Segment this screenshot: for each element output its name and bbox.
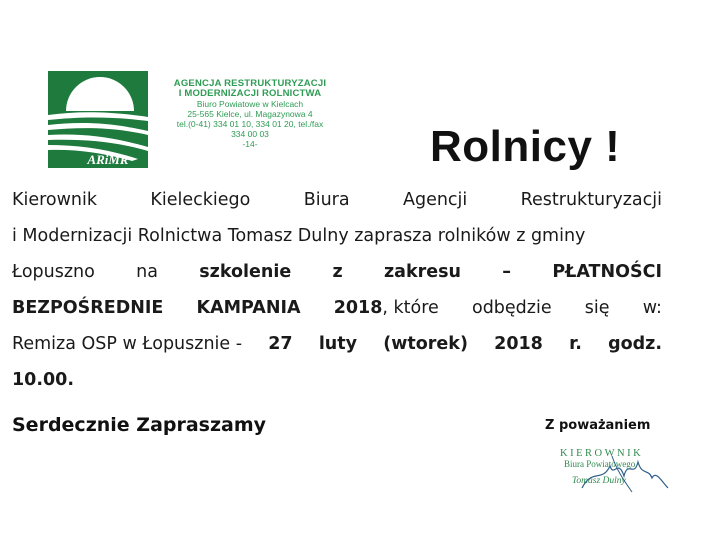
body-bold-word: godz. (608, 334, 662, 354)
body-bold-word: 27 (268, 334, 293, 354)
body-word: Kieleckiego (150, 190, 251, 210)
body-word: się (584, 298, 610, 318)
body-text: i Modernizacji Rolnictwa Tomasz Dulny zaprasza rolników z gminy (12, 226, 586, 246)
stamp-office: Biura Powiatowego (564, 459, 636, 469)
logo-text: ARiMR (87, 152, 129, 167)
signature-stamp (552, 448, 672, 496)
body-word: Łopuszno (12, 262, 95, 282)
body-bold-word: – (502, 262, 512, 282)
office-address: 25-565 Kielce, ul. Magazynowa 4 (187, 109, 313, 119)
logo-graphic (48, 71, 148, 168)
body-bold-word: z (332, 262, 343, 282)
body-word: , które (382, 298, 439, 318)
signature-scribble (552, 448, 672, 496)
body-word: Agencji (402, 190, 468, 210)
agency-name-line2: I MODERNIZACJI ROLNICTWA (178, 88, 322, 99)
body-word: Restrukturyzacji (520, 190, 662, 210)
body-line-6 (12, 369, 662, 391)
body-word: Biura (303, 190, 350, 210)
body-line-2 (12, 225, 662, 247)
arimr-logo (48, 71, 148, 168)
body-line-5 (12, 333, 662, 355)
body-text: Remiza OSP w Łopusznie - (12, 334, 243, 354)
agency-name-line1: AGENCJA RESTRUKTURYZACJI (173, 78, 327, 89)
office-name: Biuro Powiatowe w Kielcach (196, 99, 304, 109)
regards: Z poważaniem (545, 418, 651, 433)
body-line-1 (12, 189, 662, 211)
body-bold-word: szkolenie (199, 262, 292, 282)
body-bold-word: 2018 (333, 298, 383, 318)
body-word: Kierownik (12, 190, 98, 210)
stamp-title: KIEROWNIK (560, 448, 644, 459)
office-phone: tel.(0-41) 334 01 10, 334 01 20, tel./fax 334 00 03 (176, 119, 324, 139)
body-bold-word: zakresu (383, 262, 461, 282)
page-title: Rolnicy ! (430, 122, 621, 171)
body-bold-word: PŁATNOŚCI (552, 262, 662, 282)
agency-header (170, 79, 330, 149)
body-word: na (136, 262, 158, 282)
body-bold-word: r. (569, 334, 582, 354)
body-bold-word: KAMPANIA (196, 298, 301, 318)
event-time: 10.00. (12, 370, 75, 390)
greeting: Serdecznie Zapraszamy (12, 414, 267, 436)
body-line-4 (12, 297, 662, 319)
body-word: w: (642, 298, 662, 318)
body-bold-word: BEZPOŚREDNIE (12, 298, 164, 318)
stamp-name: Tomasz Dulny (572, 476, 626, 486)
body-bold-word: (wtorek) (383, 334, 468, 354)
body-word: odbędzie (471, 298, 552, 318)
body-line-3 (12, 261, 662, 283)
body-bold-word: 2018 (494, 334, 543, 354)
body-bold-word: luty (318, 334, 358, 354)
office-code: -14- (242, 139, 258, 149)
